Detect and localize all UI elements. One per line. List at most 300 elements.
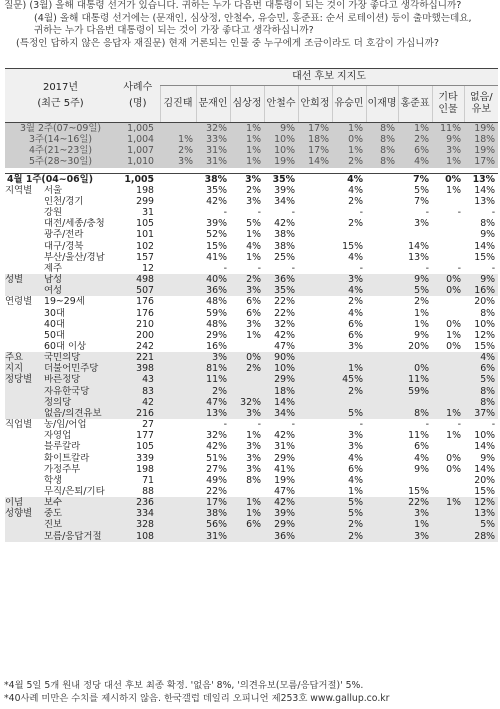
value-cell: 2% <box>160 145 196 156</box>
value-cell: 2% <box>398 134 432 145</box>
value-cell: - <box>291 207 296 219</box>
value-cell <box>298 430 332 441</box>
value-cell: 49% <box>206 474 228 486</box>
table-row <box>5 330 498 341</box>
value-cell: 3% <box>398 531 432 542</box>
value-cell <box>366 453 398 464</box>
value-cell: 34% <box>274 195 296 207</box>
value-cell: 3% <box>246 463 262 475</box>
count-header <box>116 69 160 123</box>
row-label: 부산/울산/경남 <box>44 251 105 263</box>
row-count: 210 <box>136 318 155 330</box>
row-label: 30대 <box>44 307 65 319</box>
candidate-header: 유승민 <box>332 86 366 123</box>
value-cell: 6% <box>464 363 498 374</box>
value-cell: 1% <box>414 307 430 319</box>
value-cell <box>298 319 332 330</box>
value-cell: 1% <box>446 184 462 196</box>
value-cell <box>366 386 398 397</box>
row-count: 1,010 <box>116 156 160 167</box>
value-cell: 8% <box>480 307 496 319</box>
row-count: 216 <box>116 408 160 419</box>
value-cell: 10% <box>264 145 298 156</box>
value-cell: 3% <box>230 285 264 296</box>
value-cell <box>332 352 366 363</box>
row-label: 가정주부 <box>44 463 81 475</box>
value-cell <box>160 386 196 397</box>
question-block <box>4 0 496 50</box>
row-label: 40대 <box>44 318 65 330</box>
value-cell: - <box>359 262 364 274</box>
value-cell <box>160 252 196 263</box>
value-cell: 31% <box>196 531 230 542</box>
value-cell: 18% <box>464 134 498 145</box>
value-cell: 3% <box>432 145 464 156</box>
value-cell: 36% <box>264 274 298 285</box>
value-cell: 6% <box>230 519 264 530</box>
value-cell: 6% <box>348 463 364 475</box>
value-cell: 48% <box>206 318 228 330</box>
row-count: 101 <box>136 229 155 241</box>
value-cell: 19% <box>274 474 296 486</box>
value-cell: 39% <box>274 184 296 196</box>
value-cell <box>298 274 332 285</box>
value-cell: 22% <box>274 307 296 319</box>
value-cell: 47% <box>274 340 296 352</box>
value-cell: 25% <box>274 251 296 263</box>
row-count: 339 <box>136 452 155 464</box>
value-cell: 42% <box>274 329 296 341</box>
value-cell: 0% <box>446 340 462 352</box>
row-label: 여성 <box>44 285 116 296</box>
value-cell <box>298 519 332 530</box>
value-cell: - <box>359 207 364 219</box>
value-cell: 2% <box>246 184 262 196</box>
row-count: 1,004 <box>116 134 160 145</box>
value-cell <box>298 486 332 497</box>
value-cell <box>366 531 398 542</box>
value-cell: 1% <box>332 123 366 135</box>
group-label: 성별 <box>5 274 44 296</box>
value-cell <box>298 531 332 542</box>
value-cell: 11% <box>196 374 230 385</box>
value-cell <box>366 274 398 285</box>
value-cell <box>160 419 196 430</box>
row-label: 블루칼라 <box>44 441 81 453</box>
value-cell <box>332 397 366 408</box>
table-row <box>5 252 498 263</box>
value-cell: 8% <box>366 156 398 167</box>
row-label: 대구/경북 <box>44 240 84 252</box>
value-cell: 37% <box>464 408 498 419</box>
value-cell: 1% <box>246 251 262 263</box>
value-cell: 11% <box>432 123 464 135</box>
value-cell <box>366 296 398 307</box>
candidate-header: 홍준표 <box>398 86 432 123</box>
period-header <box>5 69 116 123</box>
value-cell: 3% <box>246 318 262 330</box>
value-cell: 42% <box>274 430 296 442</box>
value-cell: 33% <box>196 134 230 145</box>
value-cell <box>332 229 366 240</box>
value-cell: 41% <box>274 463 296 475</box>
value-cell: 1% <box>246 329 262 341</box>
value-cell: 1% <box>348 486 364 497</box>
value-cell <box>160 453 196 464</box>
value-cell <box>366 196 398 207</box>
value-cell <box>230 531 264 542</box>
period-label: 2017년 <box>42 81 79 93</box>
row-count: 176 <box>136 307 155 319</box>
value-cell: 17% <box>464 156 498 167</box>
value-cell: 51% <box>206 452 228 464</box>
value-cell: 1% <box>432 408 464 419</box>
value-cell <box>160 464 196 475</box>
value-cell <box>298 218 332 229</box>
value-cell: 38% <box>196 508 230 519</box>
value-cell: 10% <box>474 318 496 330</box>
value-cell: 5% <box>332 497 366 508</box>
value-cell <box>398 352 432 363</box>
value-cell: 3% <box>160 156 196 167</box>
value-cell: 14% <box>474 240 496 252</box>
row-count: 105 <box>136 441 155 453</box>
value-cell <box>366 319 398 330</box>
value-cell: 13% <box>464 173 498 185</box>
value-cell <box>366 497 398 508</box>
row-count: 27 <box>142 419 155 431</box>
value-cell <box>160 330 196 341</box>
value-cell <box>366 486 398 497</box>
table-row <box>5 319 498 330</box>
value-cell: 47% <box>196 397 230 408</box>
value-cell: 2% <box>332 156 366 167</box>
value-cell <box>298 453 332 464</box>
value-cell <box>160 430 196 441</box>
value-cell: 0% <box>446 318 462 330</box>
value-cell: 8% <box>480 218 496 230</box>
value-cell <box>366 408 398 419</box>
row-label: 4월 1주(04~06일) <box>5 173 116 185</box>
value-cell: 3% <box>196 352 230 363</box>
value-cell: - <box>257 207 262 219</box>
table-row <box>5 519 498 530</box>
value-cell: 29% <box>206 329 228 341</box>
row-label: 3월 2주(07~09일) <box>5 123 116 135</box>
value-cell: 14% <box>474 184 496 196</box>
value-cell: 35% <box>206 184 228 196</box>
value-cell: 3% <box>230 408 264 419</box>
value-cell: 14% <box>298 156 332 167</box>
row-label: 서울 <box>44 184 63 196</box>
value-cell: 3% <box>332 274 366 285</box>
value-cell: 4% <box>464 352 498 363</box>
value-cell <box>432 241 464 252</box>
value-cell: 31% <box>196 145 230 156</box>
value-cell: 0% <box>332 134 366 145</box>
value-cell <box>160 123 196 135</box>
value-cell <box>298 207 332 218</box>
value-cell: 48% <box>206 296 228 308</box>
value-cell: 15% <box>474 486 496 497</box>
value-cell <box>398 229 432 240</box>
value-cell: 39% <box>206 218 228 230</box>
value-cell <box>366 363 398 374</box>
value-cell: 9% <box>264 123 298 135</box>
row-count: 102 <box>136 240 155 252</box>
value-cell <box>366 341 398 352</box>
value-cell: 15% <box>342 240 364 252</box>
value-cell <box>230 486 264 497</box>
value-cell: 11% <box>408 430 430 442</box>
footnote-2: *40사례 미만은 수치를 제시하지 않음. 한국갤럽 데일리 오피니언 제253호 www.gallup.co.kr <box>4 693 390 704</box>
row-label: 자유한국당 <box>44 386 116 397</box>
value-cell <box>298 464 332 475</box>
value-cell: 1% <box>332 363 366 374</box>
row-label: 무직/은퇴/기타 <box>44 486 105 497</box>
value-cell: 1% <box>230 497 264 508</box>
value-cell: 15% <box>408 486 430 497</box>
value-cell <box>160 341 196 352</box>
value-cell <box>366 508 398 519</box>
value-cell: 4% <box>348 307 364 319</box>
table-row <box>5 263 498 274</box>
value-cell <box>366 397 398 408</box>
table-body <box>5 123 498 542</box>
value-cell: 0% <box>432 173 464 185</box>
value-cell: 1% <box>230 134 264 145</box>
row-count: 1,005 <box>116 123 160 135</box>
value-cell: 31% <box>274 441 296 453</box>
value-cell: 8% <box>366 145 398 156</box>
history-row <box>5 156 498 167</box>
row-count: 200 <box>136 329 155 341</box>
row-label: 남성 <box>44 274 116 285</box>
value-cell <box>398 475 432 486</box>
row-count: 12 <box>142 262 155 274</box>
group-label: 직업별 <box>5 419 33 431</box>
value-cell: 18% <box>264 386 298 397</box>
row-count: 299 <box>136 195 155 207</box>
value-cell: 2% <box>196 386 230 397</box>
row-label: 5주(28~30일) <box>5 156 116 167</box>
value-cell <box>160 508 196 519</box>
value-cell <box>160 374 196 385</box>
value-cell: 9% <box>414 463 430 475</box>
value-cell: 4% <box>246 240 262 252</box>
value-cell: 14% <box>474 463 496 475</box>
value-cell <box>160 185 196 196</box>
value-cell: 1% <box>160 134 196 145</box>
row-count: 71 <box>142 474 155 486</box>
value-cell <box>160 308 196 319</box>
row-label: 50대 <box>44 329 65 341</box>
value-cell: 22% <box>206 486 228 497</box>
row-label: 대전/세종/충청 <box>44 218 105 230</box>
value-cell <box>432 252 464 263</box>
value-cell: 9% <box>464 274 498 285</box>
value-cell: 15% <box>474 251 496 263</box>
value-cell: 28% <box>464 531 498 542</box>
value-cell <box>298 441 332 452</box>
row-label: 인천/경기 <box>44 195 84 207</box>
value-cell <box>298 374 332 385</box>
value-cell: 0% <box>432 274 464 285</box>
value-cell: 32% <box>230 397 264 408</box>
question-line-2: (4월) 올해 대통령 선거에는 (문재인, 심상정, 안철수, 유승민, 홍준표: 순서 로테이션) 등이 출마했는데요, <box>34 12 472 24</box>
row-label: 더불어민주당 <box>44 363 116 374</box>
value-cell: 5% <box>246 218 262 230</box>
table-row <box>5 408 498 419</box>
row-label: 정의당 <box>44 397 116 408</box>
table-row <box>5 464 498 475</box>
value-cell: 11% <box>398 374 432 385</box>
value-cell <box>230 386 264 397</box>
value-cell <box>160 196 196 207</box>
value-cell: 19% <box>464 145 498 156</box>
value-cell <box>366 308 398 319</box>
value-cell: 2% <box>332 519 366 530</box>
row-label: 제주 <box>44 262 63 274</box>
value-cell: 17% <box>298 145 332 156</box>
value-cell <box>160 173 196 185</box>
value-cell: 29% <box>264 374 298 385</box>
value-cell: 8% <box>366 123 398 135</box>
value-cell: 38% <box>196 173 230 185</box>
row-label: 보수 <box>44 497 116 508</box>
value-cell <box>298 308 332 319</box>
row-count: 498 <box>116 274 160 285</box>
value-cell: 1% <box>432 156 464 167</box>
value-cell <box>432 308 464 319</box>
value-cell: 18% <box>298 134 332 145</box>
table-row <box>5 386 498 397</box>
value-cell <box>298 185 332 196</box>
value-cell: 38% <box>274 240 296 252</box>
value-cell: 1% <box>446 329 462 341</box>
row-label: 국민의당 <box>44 352 116 363</box>
value-cell: 0% <box>446 463 462 475</box>
candidate-header: 심상정 <box>230 86 264 123</box>
value-cell <box>366 173 398 185</box>
value-cell: 1% <box>230 145 264 156</box>
value-cell: 6% <box>246 296 262 308</box>
value-cell <box>432 218 464 229</box>
table-row <box>5 419 498 430</box>
table-row <box>5 296 498 307</box>
value-cell: 27% <box>206 463 228 475</box>
group-label: 연령별 <box>5 296 33 308</box>
history-row <box>5 134 498 145</box>
value-cell: 2% <box>414 296 430 308</box>
value-cell: 3% <box>348 340 364 352</box>
value-cell <box>432 475 464 486</box>
row-count: 105 <box>136 218 155 230</box>
value-cell: 2% <box>332 531 366 542</box>
value-cell: 42% <box>206 195 228 207</box>
row-label: 4주(21~23일) <box>5 145 116 156</box>
row-count: 334 <box>116 508 160 519</box>
value-cell <box>366 464 398 475</box>
value-cell <box>366 352 398 363</box>
value-cell: - <box>491 207 496 219</box>
value-cell <box>160 363 196 374</box>
value-cell: 56% <box>196 519 230 530</box>
value-cell: 1% <box>230 156 264 167</box>
value-cell <box>366 229 398 240</box>
table-row <box>5 475 498 486</box>
value-cell <box>298 263 332 274</box>
value-cell: 8% <box>246 474 262 486</box>
count-sub: (명) <box>129 97 147 109</box>
value-cell <box>160 441 196 452</box>
row-count: 328 <box>116 519 160 530</box>
value-cell <box>298 252 332 263</box>
value-cell: 10% <box>264 363 298 374</box>
footnote-1: *4월 5일 5개 원내 정당 대선 후보 최종 확정. '없음' 8%, '의견유보(모름/응답거절)' 5%. <box>4 680 364 691</box>
value-cell: 13% <box>474 195 496 207</box>
value-cell <box>230 341 264 352</box>
value-cell: 32% <box>274 318 296 330</box>
value-cell: 4% <box>348 184 364 196</box>
value-cell: 19% <box>264 156 298 167</box>
value-cell <box>160 531 196 542</box>
table-row <box>5 397 498 408</box>
other-header: 기타 인물 <box>432 86 464 123</box>
value-cell <box>160 241 196 252</box>
row-count: 242 <box>136 340 155 352</box>
table-row <box>5 218 498 229</box>
value-cell <box>160 408 196 419</box>
value-cell <box>160 486 196 497</box>
value-cell: - <box>457 262 462 274</box>
table-row <box>5 285 498 296</box>
value-cell: 6% <box>246 307 262 319</box>
value-cell: 9% <box>480 452 496 464</box>
row-label: 농/임/어업 <box>44 419 87 431</box>
value-cell <box>160 519 196 530</box>
value-cell: 22% <box>274 296 296 308</box>
table-row <box>5 441 498 452</box>
value-cell: 12% <box>474 329 496 341</box>
value-cell: 5% <box>414 184 430 196</box>
value-cell <box>432 363 464 374</box>
value-cell: 14% <box>474 441 496 453</box>
value-cell <box>366 475 398 486</box>
value-cell: 8% <box>366 134 398 145</box>
poll-table <box>5 68 498 542</box>
value-cell <box>398 397 432 408</box>
value-cell: 9% <box>432 134 464 145</box>
value-cell: 13% <box>464 508 498 519</box>
table-row <box>5 508 498 519</box>
value-cell <box>298 363 332 374</box>
value-cell: 10% <box>474 430 496 442</box>
value-cell <box>298 475 332 486</box>
value-cell: 16% <box>206 340 228 352</box>
table-row <box>5 196 498 207</box>
table-row <box>5 308 498 319</box>
question-line-3: 귀하는 누가 다음번 대통령이 되는 것이 가장 좋다고 생각하십니까? <box>34 25 314 36</box>
value-cell: 1% <box>414 318 430 330</box>
candidate-header: 이재명 <box>366 86 398 123</box>
row-label: 없음/의견유보 <box>44 408 116 419</box>
value-cell: 1% <box>446 430 462 442</box>
value-cell <box>160 218 196 229</box>
value-cell: - <box>257 419 262 431</box>
value-cell: 29% <box>264 519 298 530</box>
value-cell: 2% <box>348 195 364 207</box>
